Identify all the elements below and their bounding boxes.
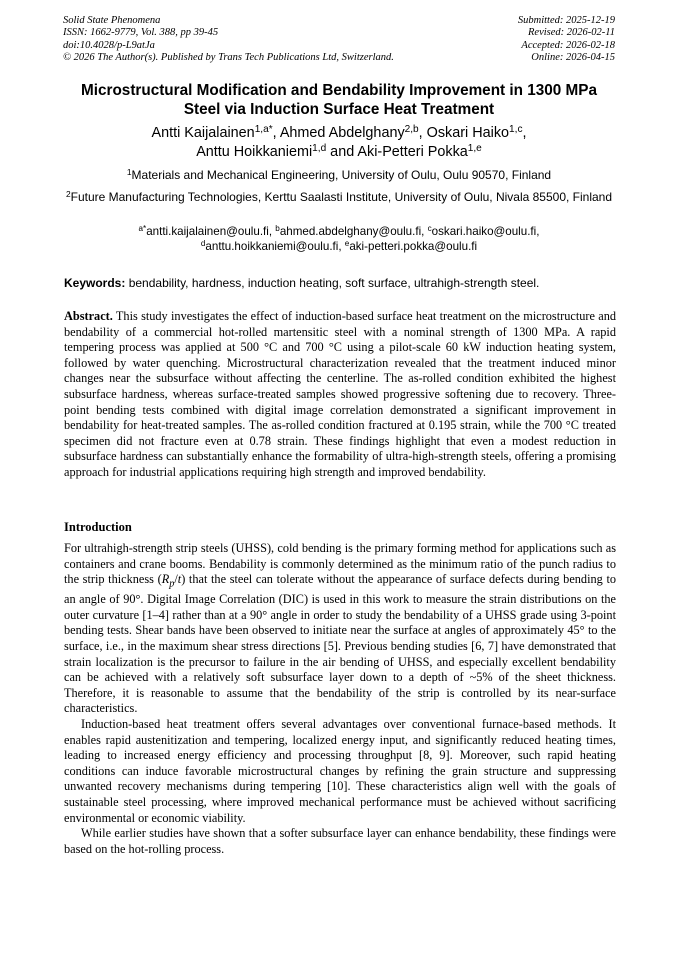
affiliation-text: Materials and Mechanical Engineering, University of Oulu, Oulu 90570, Finland xyxy=(131,168,552,182)
affiliation-2 xyxy=(64,190,614,205)
email-sup: c xyxy=(427,224,432,234)
author-name: Antti Kaijalainen xyxy=(151,125,255,141)
affiliation-text: Future Manufacturing Technologies, Kerttu Saalasti Institute, University of Oulu, Nivala 85500, Finland xyxy=(70,190,613,204)
email-sup: e xyxy=(344,239,350,249)
author-line-2 xyxy=(40,143,638,162)
author-affil-sup: 1,e xyxy=(467,143,482,155)
author-line-1 xyxy=(40,124,638,143)
email-link[interactable]: ahmed.abdelghany@oulu.fi, xyxy=(279,225,428,238)
email-sup: d xyxy=(200,239,206,249)
rp-symbol: R xyxy=(161,572,170,587)
journal-doi: doi:10.4028/p-L9atJa xyxy=(63,39,155,51)
email-sup: b xyxy=(275,224,280,234)
author-affil-sup: 1,c xyxy=(509,124,523,136)
affiliation-sup: 2 xyxy=(65,189,71,200)
author-name: Anttu Hoikkaniemi xyxy=(196,144,313,160)
email-sup: a* xyxy=(138,224,147,234)
rp-subscript: p xyxy=(169,578,175,590)
abstract-block xyxy=(64,309,616,481)
author-name: Aki-Petteri Pokka xyxy=(357,144,468,160)
date-revised: Revised: 2026-02-11 xyxy=(528,27,615,39)
title-line-1: Microstructural Modification and Bendability Improvement in 1300 MPa xyxy=(81,82,597,99)
email-link[interactable]: anttu.hoikkaniemi@oulu.fi, xyxy=(205,240,345,253)
author-name: Ahmed Abdelghany xyxy=(279,125,405,141)
publication-dates xyxy=(518,15,615,64)
intro-paragraph-1 xyxy=(64,541,616,717)
date-submitted: Submitted: 2025-12-19 xyxy=(517,15,615,26)
ratio-slash: / xyxy=(174,572,178,587)
affiliation-sup: 1 xyxy=(126,167,132,178)
author-affil-sup: 1,a* xyxy=(254,124,273,136)
date-online: Online: 2026-04-15 xyxy=(531,51,615,63)
copyright-notice: © 2026 The Author(s). Published by Trans Tech Publications Ltd, Switzerland. xyxy=(63,51,394,63)
email-link[interactable]: antti.kaijalainen@oulu.fi, xyxy=(146,225,276,238)
author-affil-sup: 1,d xyxy=(312,143,327,155)
keywords-text: bendability, hardness, induction heating, soft surface, ultrahigh-strength steel. xyxy=(125,276,540,290)
email-link[interactable]: aki-petteri.pokka@oulu.fi xyxy=(349,240,478,253)
affiliation-1 xyxy=(64,168,614,183)
author-emails xyxy=(64,224,614,254)
date-accepted: Accepted: 2026-02-18 xyxy=(521,39,615,51)
author-separator: , xyxy=(418,125,427,141)
keywords-label: Keywords: xyxy=(64,276,126,290)
keywords-line xyxy=(64,276,616,291)
author-list xyxy=(40,124,638,162)
journal-name: Solid State Phenomena xyxy=(63,15,161,26)
section-heading-introduction: Introduction xyxy=(64,520,132,534)
journal-info xyxy=(63,15,394,64)
thickness-symbol: t xyxy=(177,572,182,587)
author-separator: , xyxy=(522,125,527,141)
email-link[interactable]: oskari.haiko@oulu.fi, xyxy=(431,225,540,238)
email-line-2 xyxy=(64,239,614,254)
intro-paragraph-2: Induction-based heat treatment offers several advantages over conventional furnace-based methods. It enables rapid austenitization and tempering, localized energy input, and significantly reduced heating times, leading to increased energy efficiency and processing throughput [8, 9]. Moreover, such rapid heating conditions can induce favorable microstructural changes by refining the grain structure and suppressing unwanted recovery mechanisms during tempering [10]. These characteristics align well with the goals of sustainable steel processing, where improved mechanical performance must be achieved without sacrificing environmental or economic viability. xyxy=(64,716,616,825)
intro-p1-text-a: For ultrahigh-strength strip steels (UHSS), cold bending is the primary forming method for applications such as containers and crane booms. Bendability is commonly determined as the minimum ratio of the punch radius to the strip thickness ( xyxy=(64,541,616,587)
author-separator: and xyxy=(326,144,358,160)
paper-title xyxy=(40,81,638,119)
author-name: Oskari Haiko xyxy=(426,125,510,141)
journal-issn: ISSN: 1662-9779, Vol. 388, pp 39-45 xyxy=(63,27,219,39)
introduction-body xyxy=(64,541,616,857)
author-separator: , xyxy=(272,125,280,141)
abstract-label: Abstract. xyxy=(64,309,113,323)
intro-p1-text-b: ) that the steel can tolerate without the appearance of surface defects during bending to an angle of 90°. Digital Image Correlation (DIC) is used in this work to measure the strain distributions on the outer curvature [1–4] rather than at a 90° angle in order to study the bendability of a UHSS grade using 3-point bending tests. Shear bands have been observed to initiate near the surface at angles of approximately 45° to the surface, i.e., in the maximum shear stress directions [5]. Previous bending studies [6, 7] have demonstrated that strain localization is the precursor to failure in the air bending of UHSS, and especially excellent bendability can be achieved with a relatively soft subsurface layer down to a depth of ~5% of the sheet thickness. Therefore, it is reasonable to assume that the bendability of the strip is controlled by its near-surface characteristics. xyxy=(64,572,617,716)
intro-paragraph-3: While earlier studies have shown that a softer subsurface layer can enhance bendability, these findings were based on the hot-rolling process. xyxy=(64,826,616,856)
punch-radius-symbol xyxy=(161,572,178,590)
title-line-2: Steel via Induction Surface Heat Treatment xyxy=(183,101,495,118)
abstract-text: This study investigates the effect of induction-based surface heat treatment on the microstructure and bendability of a commercial hot-rolled martensitic steel with a nominal strength of 1300 MPa. A rapid tempering process was applied at 500 °C and 700 °C using a pilot-scale 60 kW induction heating system, followed by water quenching. Microstructural characterization revealed that the treatment induced minor changes near the subsurface without affecting the centerline. The as-rolled condition exhibited the highest subsurface hardness, whereas surface-treated samples showed progressive softening due to recovery. Three-point bending tests combined with digital image correlation demonstrated a significant improvement in bendability for heat-treated samples. The as-rolled condition fractured at 0.195 strain, while the 700 °C treated specimen did not fracture even at 0.78 strain. These findings highlight that even a modest reduction in subsurface hardness can substantially enhance the formability of ultra-high-strength steels, offering a promising approach for industrial applications requiring high strength and improved bendability. xyxy=(64,309,616,479)
author-affil-sup: 2,b xyxy=(404,124,419,136)
email-line-1 xyxy=(64,224,614,239)
